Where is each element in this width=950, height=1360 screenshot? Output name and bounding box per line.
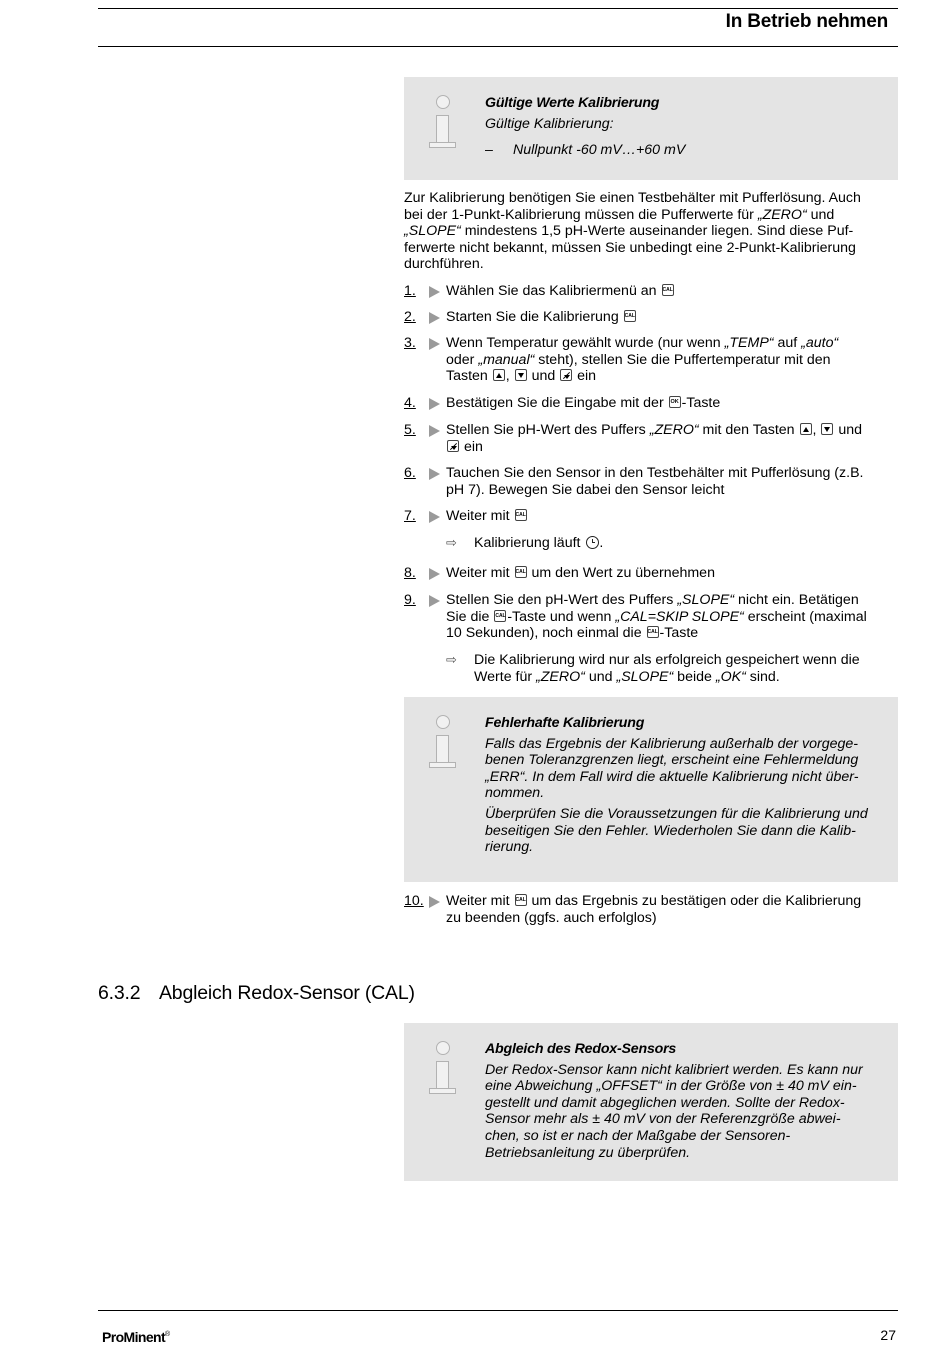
step-arrow-icon — [429, 286, 440, 298]
result-arrow-icon: ⇨ — [446, 652, 457, 667]
cal-key-icon — [662, 284, 674, 296]
result-9 — [446, 652, 896, 685]
ok-key-icon — [669, 396, 681, 408]
brand-logo: ProMinent® — [102, 1329, 170, 1345]
step-1 — [404, 283, 898, 300]
step-3 — [404, 335, 898, 385]
cal-key-icon — [494, 610, 506, 622]
step-number: 1. — [404, 283, 416, 299]
cal-key-icon — [647, 626, 659, 638]
note-error-calibration — [404, 697, 898, 882]
step-text: Wählen Sie das Kalibriermenü an CAL — [446, 283, 898, 300]
step-2 — [404, 309, 898, 326]
header-rule-top — [98, 8, 898, 9]
step-arrow-icon — [429, 595, 440, 607]
note-error-line: nommen. — [485, 785, 545, 802]
note-error-body — [485, 715, 888, 856]
note-valid-item-text: Nullpunkt -60 mV…+60 mV — [513, 142, 686, 159]
cal-key-icon — [624, 310, 636, 322]
note-redox-line: Betriebsanleitung zu überprüfen. — [485, 1144, 691, 1161]
step-number: 9. — [404, 592, 416, 608]
step-text: Starten Sie die Kalibrierung CAL — [446, 309, 898, 326]
step-number: 3. — [404, 335, 416, 351]
step-7 — [404, 508, 898, 525]
note-error-line: Falls das Ergebnis der Kalibrierung außerhalb der vorgege- — [485, 735, 859, 752]
section-number: 6.3.2 — [98, 982, 141, 1004]
note-error-line: Überprüfen Sie die Voraussetzungen für die Kalibrierung und — [485, 805, 868, 822]
step-9 — [404, 592, 898, 642]
note-redox-line: chen, so ist er nach der Maßgabe der Sensoren- — [485, 1127, 791, 1144]
note-valid-line: Gültige Kalibrierung: — [485, 115, 614, 132]
step-arrow-icon — [429, 425, 440, 437]
note-error-line: „ERR“. In dem Fall wird die aktuelle Kalibrierung nicht über- — [485, 768, 859, 785]
note-redox-title: Abgleich des Redox-Sensors — [485, 1041, 677, 1057]
step-arrow-icon — [429, 338, 440, 350]
result-text: Die Kalibrierung wird nur als erfolgreich gespeichert wenn die Werte für „ZERO“ und „SLOPE“ beide „OK“ sind. — [474, 652, 860, 685]
note-error-line: rierung. — [485, 839, 534, 856]
cal-key-icon — [515, 894, 527, 906]
cal-key-icon — [515, 509, 527, 521]
step-6 — [404, 465, 898, 498]
step-number: 2. — [404, 309, 416, 325]
step-arrow-icon — [429, 568, 440, 580]
cal-key-icon — [515, 566, 527, 578]
section-heading — [98, 982, 415, 1004]
note-redox-line: gestellt und damit abgeglichen werden. Sollte der Redox- — [485, 1094, 845, 1111]
down-key-icon — [515, 369, 527, 381]
clock-icon — [586, 536, 599, 549]
header-title: In Betrieb nehmen — [725, 11, 888, 32]
step-text: Weiter mit CAL um das Ergebnis zu bestätigen oder die Kalibrierung zu beenden (ggfs. auch erfolglos) — [446, 893, 898, 926]
result-7 — [446, 535, 896, 552]
step-number: 8. — [404, 565, 416, 581]
footer-rule — [98, 1310, 898, 1311]
info-icon — [426, 93, 460, 151]
intro-line: ferwerte nicht bekannt, müssen Sie unbedingt eine 2-Punkt-Kalibrierung — [404, 239, 856, 256]
step-number: 5. — [404, 422, 416, 438]
step-text: Wenn Temperatur gewählt wurde (nur wenn „TEMP“ auf „auto“ oder „manual“ steht), stellen Sie die Puffertemperatur mit den Tasten , und ein — [446, 335, 839, 385]
info-icon — [426, 713, 460, 771]
step-text: Tauchen Sie den Sensor in den Testbehälter mit Pufferlösung (z.B. pH 7). Bewegen Sie dabei den Sensor leicht — [446, 465, 864, 498]
step-arrow-icon — [429, 511, 440, 523]
dash: – — [485, 142, 493, 159]
note-error-line: benen Toleranzgrenzen liegt, erscheint eine Fehlermeldung — [485, 752, 859, 769]
intro-line: Zur Kalibrierung benötigen Sie einen Testbehälter mit Pufferlösung. Auch — [404, 190, 861, 206]
down-key-icon — [821, 423, 833, 435]
intro-line: „SLOPE“ mindestens 1,5 pH-Werte auseinander liegen. Sind diese Puf- — [404, 223, 854, 240]
step-arrow-icon — [429, 398, 440, 410]
intro-line: bei der 1-Punkt-Kalibrierung müssen die Pufferwerte für „ZERO“ und — [404, 206, 835, 223]
note-redox — [404, 1023, 898, 1181]
step-4 — [404, 395, 898, 412]
step-8 — [404, 565, 898, 582]
step-text: Weiter mit CAL um den Wert zu übernehmen — [446, 565, 898, 582]
intro-paragraph — [404, 190, 894, 273]
step-arrow-icon — [429, 312, 440, 324]
info-icon — [426, 1039, 460, 1097]
step-10 — [404, 893, 898, 926]
header-rule-bottom — [98, 46, 898, 47]
intro-line: durchführen. — [404, 256, 484, 273]
note-valid-body — [485, 95, 888, 159]
toggle-key-icon — [560, 369, 572, 381]
note-redox-body — [485, 1041, 888, 1161]
up-key-icon — [800, 423, 812, 435]
step-text: Weiter mit CAL — [446, 508, 898, 525]
section-title: Abgleich Redox-Sensor (CAL) — [159, 982, 415, 1004]
result-text: Kalibrierung läuft . — [474, 535, 604, 551]
result-arrow-icon: ⇨ — [446, 535, 457, 550]
up-key-icon — [493, 369, 505, 381]
note-valid-item — [485, 142, 888, 159]
note-redox-line: eine Abweichung „OFFSET“ in der Größe von ± 40 mV ein- — [485, 1078, 857, 1095]
step-number: 7. — [404, 508, 416, 524]
step-number: 6. — [404, 465, 416, 481]
page-number: 27 — [880, 1327, 896, 1343]
step-5 — [404, 422, 898, 455]
note-valid-title: Gültige Werte Kalibrierung — [485, 95, 660, 111]
step-arrow-icon — [429, 468, 440, 480]
note-error-title: Fehlerhafte Kalibrierung — [485, 715, 645, 731]
step-arrow-icon — [429, 896, 440, 908]
step-text: Bestätigen Sie die Eingabe mit der OK-Taste — [446, 395, 898, 412]
step-text: Stellen Sie pH-Wert des Puffers „ZERO“ mit den Tasten , und ein — [446, 422, 863, 455]
step-text: Stellen Sie den pH-Wert des Puffers „SLOPE“ nicht ein. Betätigen Sie die CAL-Taste und wenn „CAL=SKIP SLOPE“ erscheint (maximal 10 Sekunden), noch einmal die CAL-Taste — [446, 592, 898, 642]
note-error-line: beseitigen Sie den Fehler. Wiederholen Sie dann die Kalib- — [485, 822, 856, 839]
toggle-key-icon — [447, 440, 459, 452]
note-valid-calibration — [404, 77, 898, 180]
note-redox-line: Sensor mehr als ± 40 mV von der Referenzgröße abwei- — [485, 1111, 841, 1128]
note-redox-line: Der Redox-Sensor kann nicht kalibriert werden. Es kann nur — [485, 1061, 863, 1078]
step-number: 4. — [404, 395, 416, 411]
step-number: 10. — [404, 893, 424, 909]
